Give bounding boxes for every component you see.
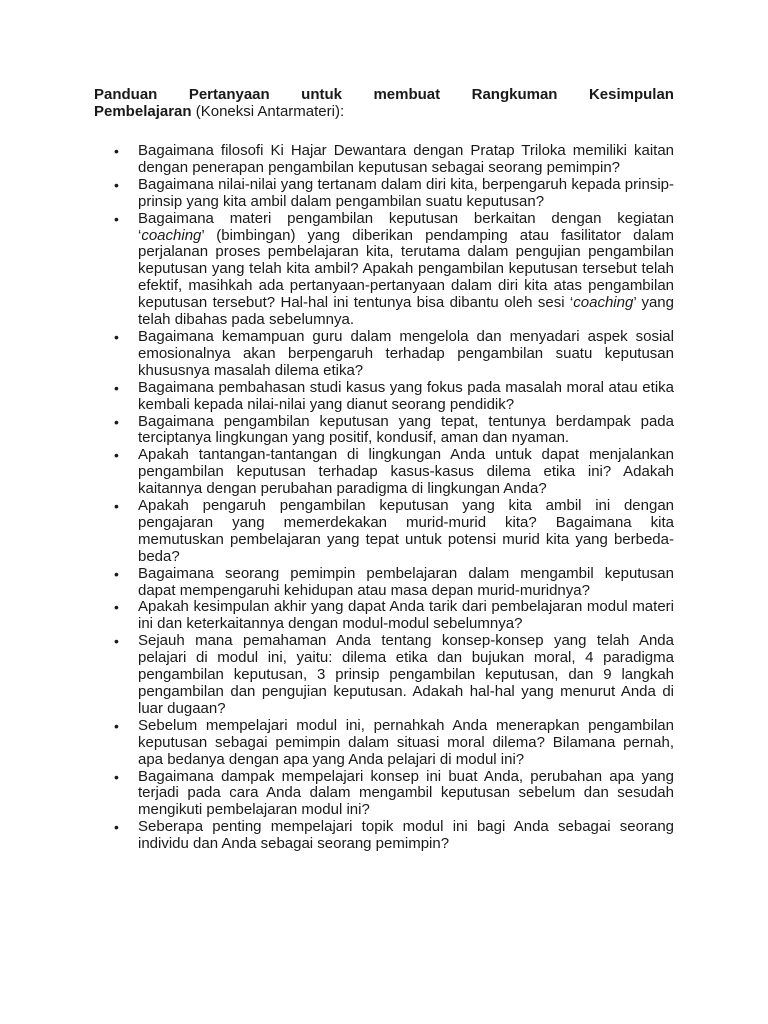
list-item: [94, 819, 674, 853]
heading-word: membuat: [373, 86, 441, 103]
question-text: Bagaimana seorang pemimpin pembelajaran dalam mengambil keputusan dapat mempengaruhi kehidupan atau masa depan murid-muridnya?: [138, 564, 674, 599]
question-text: Bagaimana dampak mempelajari konsep ini buat Anda, perubahan apa yang terjadi pada cara Anda dalam mengambil keputusan sebelum dan sesudah mengikuti pembelajaran modul ini?: [138, 767, 674, 819]
list-item: [94, 177, 674, 211]
question-text: Sebelum mempelajari modul ini, pernahkah Anda menerapkan pengambilan keputusan sebagai pemimpin dalam situasi moral dilema? Bilamana pernah, apa bedanya dengan apa yang Anda pelajari di modul ini?: [138, 716, 674, 768]
question-text: Bagaimana pembahasan studi kasus yang fokus pada masalah moral atau etika kembali kepada nilai-nilai yang dianut seorang pendidik?: [138, 378, 674, 413]
document-heading: [94, 86, 674, 120]
question-text: Bagaimana kemampuan guru dalam mengelola dan menyadari aspek sosial emosionalnya akan berpengaruh terhadap pengambilan suatu keputusan khususnya masalah dilema etika?: [138, 327, 674, 379]
list-item: [94, 414, 674, 448]
question-text: Seberapa penting mempelajari topik modul ini bagi Anda sebagai seorang individu dan Anda sebagai seorang pemimpin?: [138, 818, 674, 853]
list-item: [94, 566, 674, 600]
question-text: Apakah kesimpulan akhir yang dapat Anda tarik dari pembelajaran modul materi ini dan keterkaitannya dengan modul-modul sebelumnya?: [138, 598, 674, 633]
question-list: [94, 143, 674, 853]
bullet-icon: •: [114, 413, 119, 430]
question-text-italic: coaching: [141, 226, 202, 244]
bullet-icon: •: [114, 768, 119, 785]
list-item: [94, 329, 674, 380]
heading-word: Rangkuman: [471, 86, 558, 103]
bullet-icon: •: [114, 819, 119, 836]
bullet-icon: •: [114, 210, 119, 227]
bullet-icon: •: [114, 379, 119, 396]
list-item: [94, 633, 674, 718]
question-text: Sejauh mana pemahaman Anda tentang konsep-konsep yang telah Anda pelajari di modul ini, yaitu: dilema etika dan bujukan moral, 4 paradigma pengambilan keputusan, 3 prinsip pengambilan keputusan, dan 9 langkah pengambilan dan pengujian keputusan. Adakah hal-hal yang menurut Anda di luar dugaan?: [138, 632, 674, 717]
bullet-icon: •: [114, 447, 119, 464]
heading-word: Panduan: [94, 86, 158, 103]
heading-bold-text: Pembelajaran: [94, 103, 192, 120]
heading-word: Pertanyaan: [188, 86, 270, 103]
bullet-icon: •: [114, 498, 119, 515]
question-text: Bagaimana filosofi Ki Hajar Dewantara dengan Pratap Triloka memiliki kaitan dengan penerapan pengambilan keputusan sebagai seorang pemimpin?: [138, 142, 674, 176]
heading-subtitle: (Koneksi Antarmateri):: [191, 103, 345, 120]
question-text: [138, 210, 674, 328]
question-text-italic: coaching: [573, 294, 634, 312]
bullet-icon: •: [114, 717, 119, 734]
question-text-part: Bagaimana materi pengambilan keputusan berkaitan dengan kegiatan ‘: [138, 209, 674, 244]
question-text: Apakah pengaruh pengambilan keputusan yang kita ambil ini dengan pengajaran yang memerdekakan murid-murid kita? Bagaimana kita memutuskan pembelajaran yang tepat untuk potensi murid kita yang berbeda-beda?: [138, 497, 674, 565]
heading-line-1: [94, 86, 674, 103]
list-item: [94, 599, 674, 633]
question-text: Apakah tantangan-tantangan di lingkungan Anda untuk dapat menjalankan pengambilan keputusan terhadap kasus-kasus dilema etika ini? Adakah kaitannya dengan perubahan paradigma di lingkungan Anda?: [138, 446, 674, 498]
bullet-icon: •: [114, 633, 119, 650]
heading-word: untuk: [301, 86, 342, 103]
list-item: [94, 498, 674, 566]
bullet-icon: •: [114, 143, 119, 159]
question-text: Bagaimana nilai-nilai yang tertanam dalam diri kita, berpengaruh kepada prinsip-prinsip yang kita ambil dalam pengambilan suatu keputusan?: [138, 175, 674, 210]
question-text-part: ’ (bimbingan) yang diberikan pendamping atau fasilitator dalam perjalanan proses pembelajaran kita, terutama dalam pengujian pengambilan keputusan yang telah kita ambil? Apakah pengambilan keputusan tersebut telah efektif, masihkah ada pertanyaan-pertanyaan dalam diri kita atas pengambilan keputusan tersebut? Hal-hal ini tentunya bisa dibantu oleh sesi ‘: [138, 226, 674, 312]
list-item: [94, 380, 674, 414]
question-text: Bagaimana pengambilan keputusan yang tepat, tentunya berdampak pada terciptanya lingkungan yang positif, kondusif, aman dan nyaman.: [138, 412, 674, 447]
list-item: [94, 211, 674, 329]
question-text-part: ’ yang telah dibahas pada sebelumnya.: [138, 294, 674, 329]
list-item: [94, 447, 674, 498]
heading-line-2: [94, 103, 674, 120]
list-item: [94, 718, 674, 769]
bullet-icon: •: [114, 565, 119, 582]
heading-word: Kesimpulan: [588, 86, 674, 103]
bullet-icon: •: [114, 328, 119, 345]
list-item: [94, 143, 674, 177]
list-item: [94, 769, 674, 820]
bullet-icon: •: [114, 599, 119, 616]
bullet-icon: •: [114, 176, 119, 193]
